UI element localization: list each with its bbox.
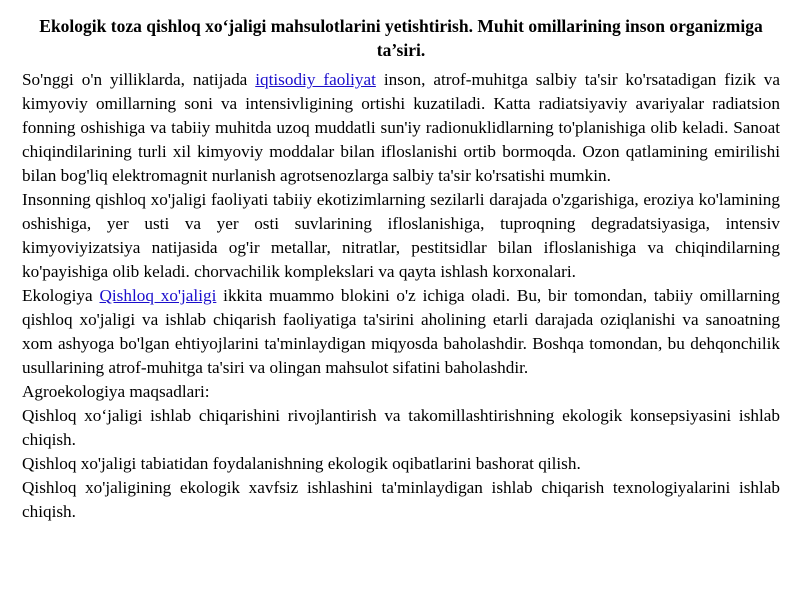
- paragraph-ecology: [22, 284, 780, 380]
- document-page: [22, 14, 780, 524]
- paragraph-goals-heading: Agroekologiya maqsadlari:: [22, 382, 210, 401]
- link-iqtisodiy-faoliyat[interactable]: iqtisodiy faoliyat: [255, 70, 376, 89]
- document-title: Ekologik toza qishloq xo‘jaligi mahsulotlarini yetishtirish. Muhit omillarining inson organizmiga ta’siri.: [39, 16, 763, 60]
- paragraph-goal-3: Qishloq xo'jaligining ekologik xavfsiz ishlashini ta'minlaydigan ishlab chiqarish texnologiyalarini ishlab chiqish.: [22, 478, 780, 521]
- paragraph-intro: [22, 68, 780, 188]
- paragraph-goal-1: Qishloq xo‘jaligi ishlab chiqarishini rivojlantirish va takomillashtirishning ekologik konsepsiyasini ishlab chiqish.: [22, 406, 780, 449]
- paragraph-agriculture-impact: Insonning qishloq xo'jaligi faoliyati tabiiy ekotizimlarning sezilarli darajada o'zgarishiga, eroziya ko'lamining oshishiga, yer usti va yer osti suvlarining ifloslanishiga, tuproqning degradatsiyasiga, intensiv kimyoviyizatsiya natijasida og'ir metallar, nitratlar, pestitsidlar bilan ifloslanishiga va chiqindilarning ko'payishiga olib keladi. chorvachilik komplekslari va qayta ishlash korxonalari.: [22, 190, 780, 281]
- link-qishloq-xojaligi[interactable]: Qishloq xo'jaligi: [99, 286, 217, 305]
- paragraph-goal-2: Qishloq xo'jaligi tabiatidan foydalanishning ekologik oqibatlarini bashorat qilish.: [22, 454, 581, 473]
- paragraph-ecology-text-start: Ekologiya: [22, 286, 100, 305]
- paragraph-ecology-text-end: ikkita muammo blokini o'z ichiga oladi. Bu, bir tomondan, tabiiy omillarning qishloq xo'jaligi va ishlab chiqarish faoliyatiga ta'sirini aholining etarli darajada oziqlanishi va sanoatning xom ashyoga bo'lgan ehtiyojlarini ta'minlaydigan miqyosda baholashdir. Boshqa tomondan, bu dehqonchilik usullarining atrof-muhitga ta'siri va olingan mahsulot sifatini baholashdir.: [22, 286, 780, 377]
- paragraph-intro-text-start: So'nggi o'n yilliklarda, natijada: [22, 70, 256, 89]
- paragraph-intro-text-end: inson, atrof-muhitga salbiy ta'sir ko'rsatadigan fizik va kimyoviy omillarning soni va intensivligining ortishi kuzatiladi. Katta radiatsiyaviy avariyalar radiatsion fonning oshishiga va tabiiy muhitda uzoq muddatli sun'iy radionuklidlarning to'planishiga olib keladi. Sanoat chiqindilarining turli xil kimyoviy moddalar bilan ifloslanishi ortib bormoqda. Ozon qatlamining emirilishi bilan bog'liq elektromagnit nurlanish agrotsenozlarga salbiy ta'sir ko'rsatishi mumkin.: [22, 70, 780, 185]
